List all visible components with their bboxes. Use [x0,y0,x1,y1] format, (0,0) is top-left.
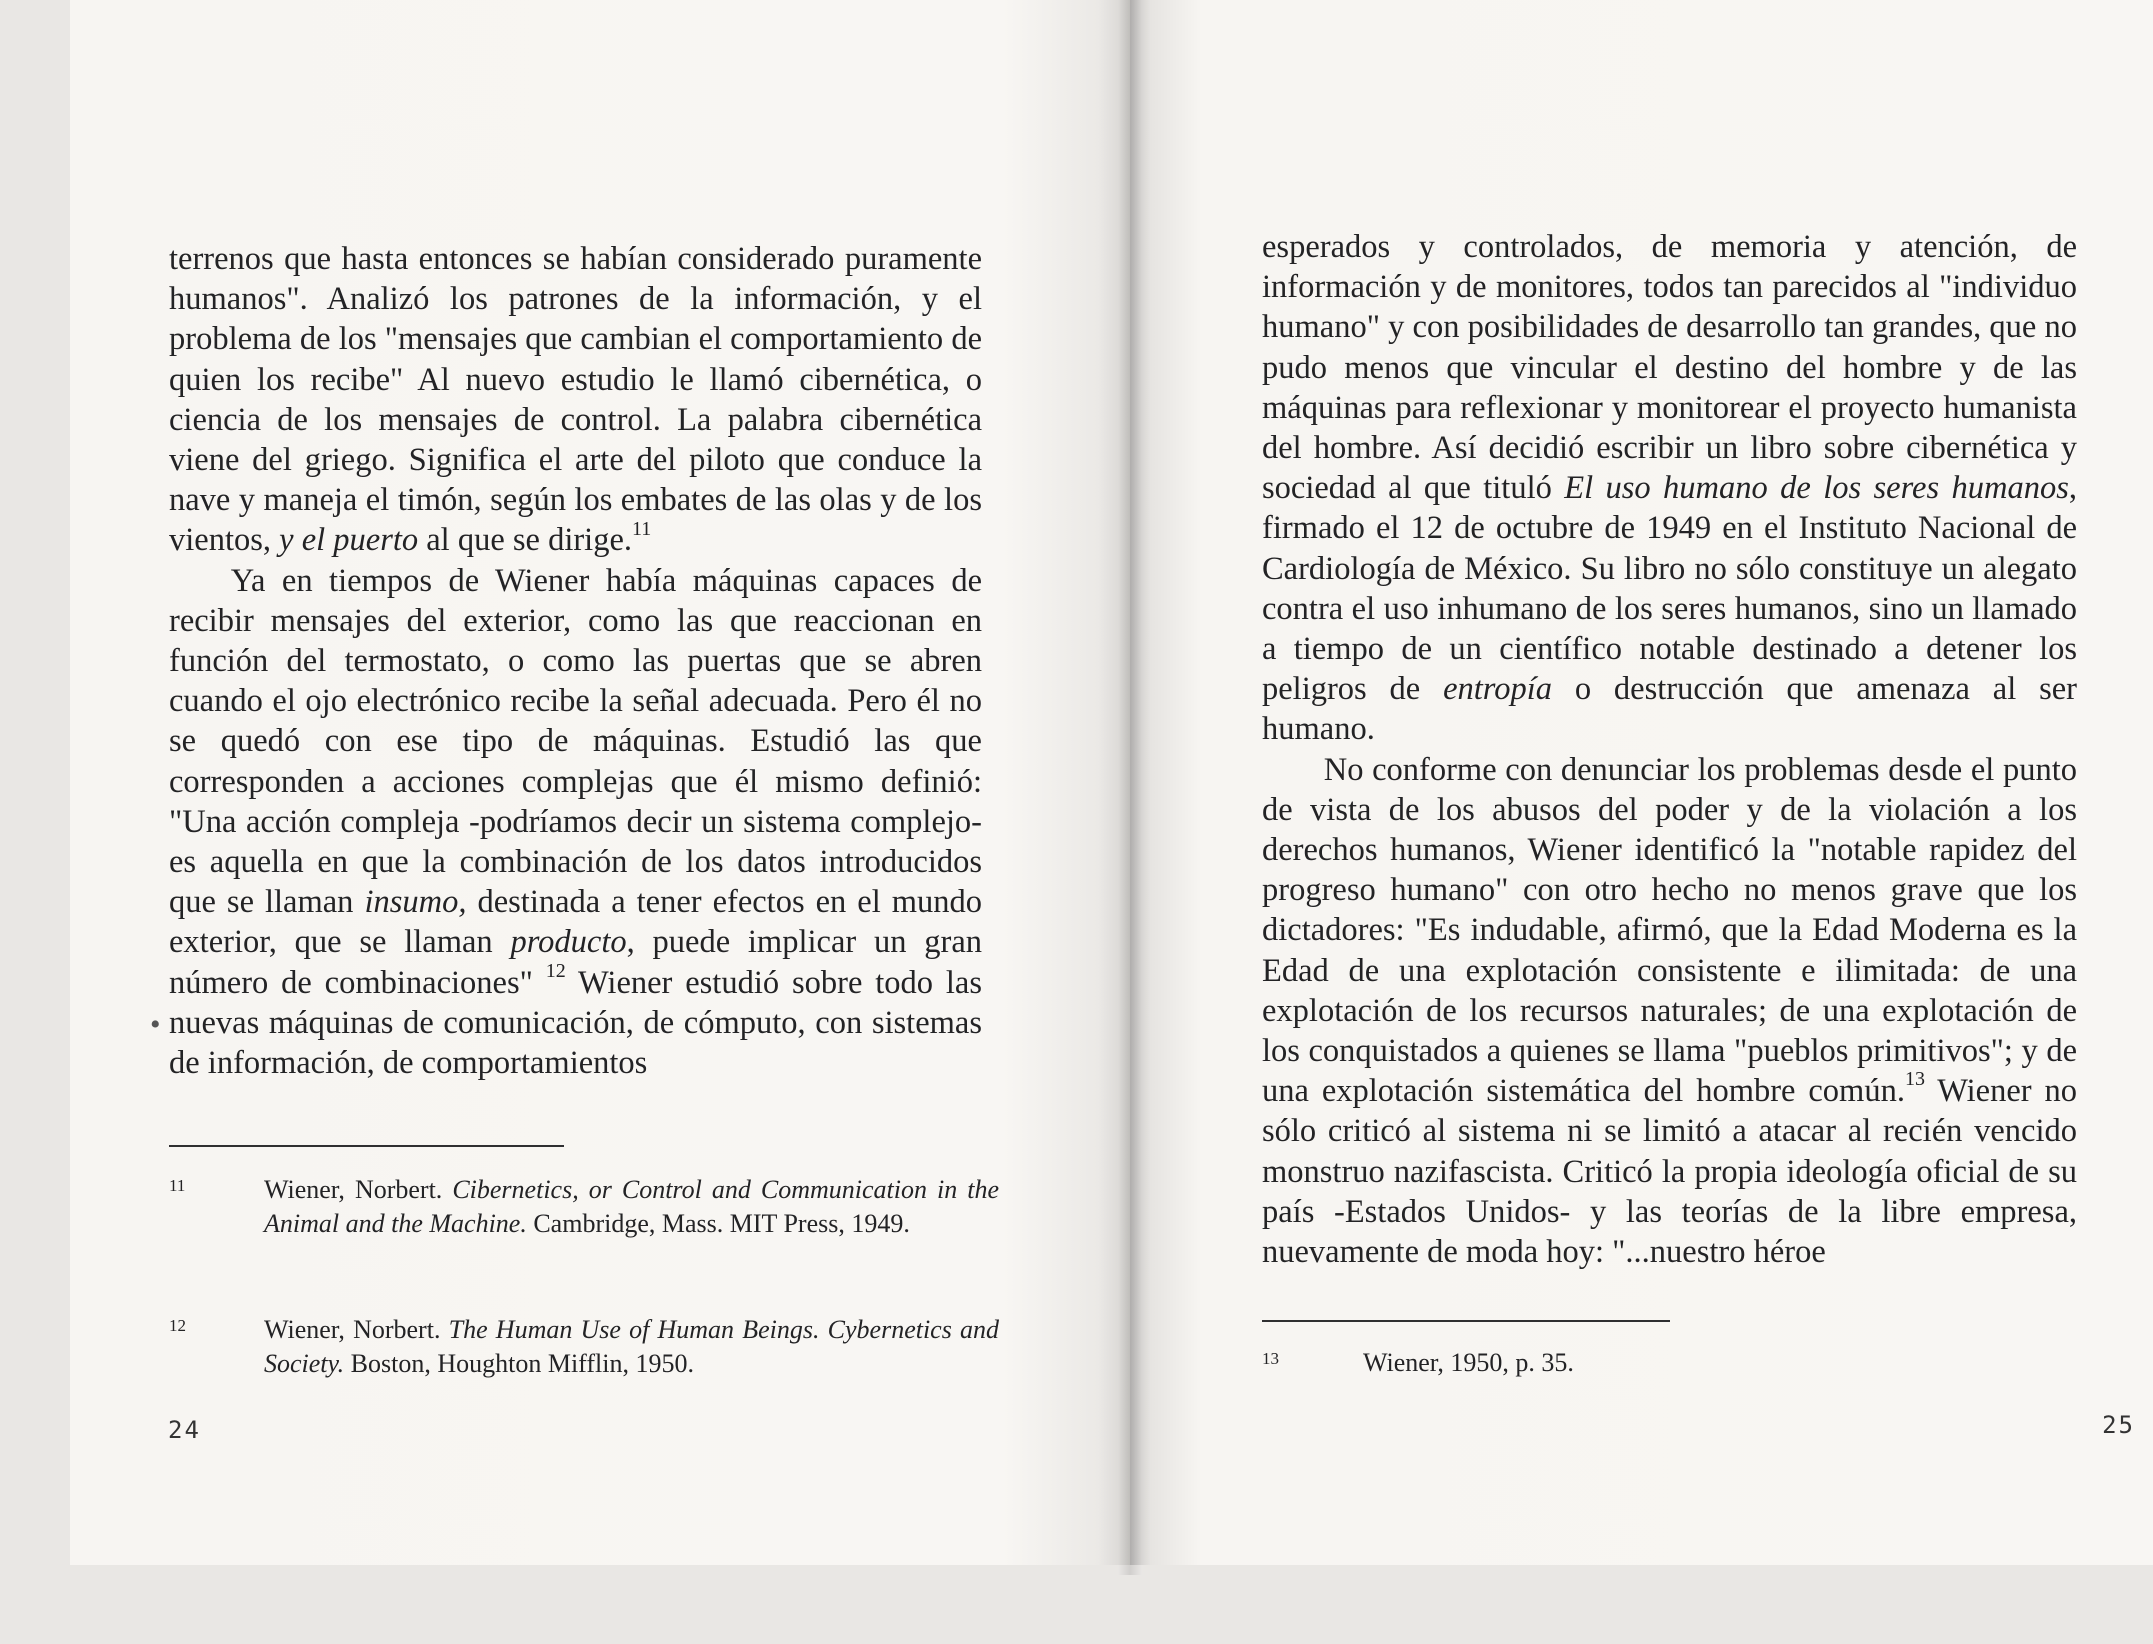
text-run: Cambridge, Mass. MIT Press, 1949. [526,1209,910,1238]
text-run: No conforme con denunciar los problemas desde el punto de vista de los abusos del poder y de la violación a los derechos humanos, Wiener identificó la "notable rapidez del progreso humano" con otro hecho no menos grave que los dictadores: "Es indudable, afirmó, que la Edad Moderna es la Edad de una explotación consistente e ilimitada: de una explotación de los recursos naturales; de una explotación de los conquistados a quienes se llama "pueblos primitivos"; y de una explotación sistemática del hombre común. [1262,751,2077,1110]
text-run: Boston, Houghton Mifflin, 1950. [344,1349,694,1378]
italic-text: Cibernetics, or Control and Communication in the Animal and the Machine. [264,1175,999,1238]
margin-dot-mark: • [150,1008,161,1041]
footnote-reference: 11 [632,517,652,540]
footnote-reference: 13 [1904,1068,1925,1091]
footnote-text [264,1173,999,1241]
italic-text: y el puerto [279,522,419,559]
footnote-number: 12 [169,1316,186,1335]
footnote-rule [1262,1320,1670,1322]
text-run: , puede implicar un gran número de combinaciones" [169,924,982,1001]
footnote-rule [169,1145,564,1147]
text-run: Wiener estudió sobre todo las nuevas máquinas de comunicación, de cómputo, con sistemas de información, de comportamientos [169,964,982,1082]
footnote-number: 11 [169,1176,186,1195]
right-page-body [1262,227,2077,1272]
italic-text: El uso humano de los seres humanos [1564,470,2069,507]
italic-text: The Human Use of Human Beings. Cybernetics and Society. [264,1315,1000,1378]
text-run: , firmado el 12 de octubre de 1949 en el Instituto Nacional de Cardiología de México. Su libro no sólo constituye un alegato contra el uso inhumano de los seres humanos, sino un llamado a tiempo de un científico notable destinado a detener los peligros de [1262,470,2077,708]
book-gutter [1118,0,1142,1575]
text-run: Wiener, Norbert. [264,1315,449,1344]
paragraph [169,239,982,561]
text-run: esperados y controlados, de memoria y atención, de información y de monitores, todos tan parecidos al "individuo humano" y con posibilidades de desarrollo tan grandes, que no pudo menos que vincular el destino del hombre y de las máquinas para reflexionar y monitorear el proyecto humanista del hombre. Así decidió escribir un libro sobre cibernética y sociedad al que tituló [1262,229,2077,507]
text-run: destinada a tener efectos en el mundo exterior, que se llaman [169,884,983,961]
text-run: o destrucción que amenaza al ser humano. [1262,671,2077,748]
page-number: 24 [168,1416,201,1444]
paragraph [169,561,982,1084]
paragraph [1262,227,2077,750]
footnote-text [1363,1346,1843,1380]
text-run: Wiener, Norbert. [264,1175,453,1204]
footnote-text [264,1313,999,1381]
text-run: al que se dirige. [418,522,633,559]
italic-text: entropía [1443,671,1552,708]
footnote-reference: 12 [545,959,566,982]
right-page [1130,0,2153,1565]
text-run: terrenos que hasta entonces se habían considerado puramente humanos". Analizó los patrones de la información, y el problema de los "mensajes que cambian el comportamiento de quien los recibe" Al nuevo estudio le llamó cibernética, o ciencia de los mensajes de control. La palabra cibernética viene del griego. Significa el arte del piloto que conduce la nave y maneja el timón, según los embates de las olas y de los vientos, [169,241,982,559]
italic-text: insumo, [364,884,467,921]
page-number: 25 [2102,1411,2135,1439]
text-run: Wiener no sólo criticó al sistema ni se limitó a atacar al recién vencido monstruo nazifascista. Criticó la propia ideología oficial de su país -Estados Unidos- y las teorías de la libre empresa, nuevamente de moda hoy: "...nuestro héroe [1262,1073,2077,1271]
left-page-body [169,239,982,1083]
text-run: Ya en tiempos de Wiener había máquinas capaces de recibir mensajes del exterior, como las que reaccionan en función del termostato, o como las puertas que se abren cuando el ojo electrónico recibe la señal adecuada. Pero él no se quedó con ese tipo de máquinas. Estudió las que corresponden a acciones complejas que él mismo definió: "Una acción compleja -podríamos decir un sistema complejo- es aquella en que la combinación de los datos introducidos que se llaman [169,562,982,921]
paragraph [1262,750,2077,1273]
footnote-number: 13 [1262,1349,1279,1368]
left-page [70,0,1130,1565]
italic-text: producto [510,924,627,961]
text-run: Wiener, 1950, p. 35. [1363,1348,1574,1377]
